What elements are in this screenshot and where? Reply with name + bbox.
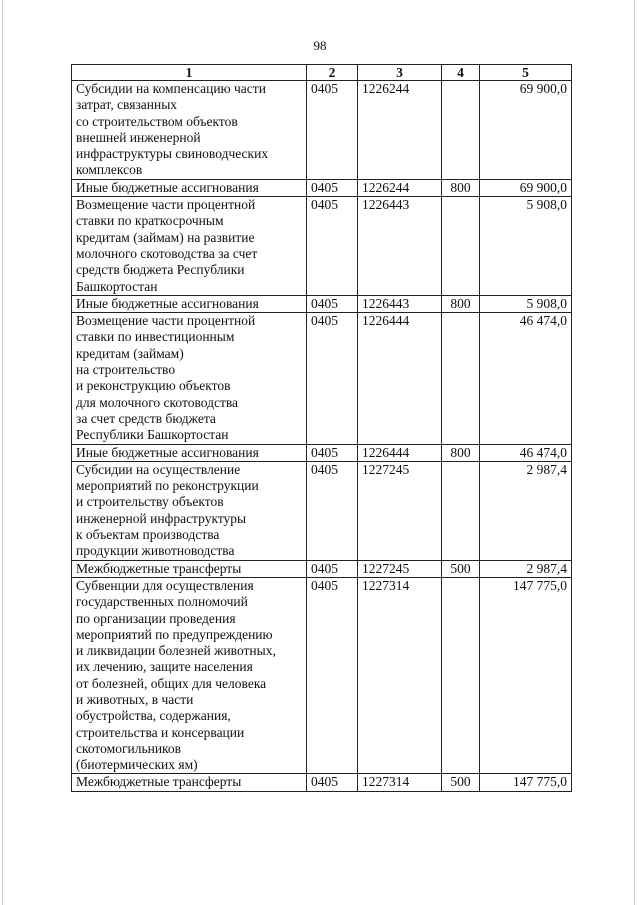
cell-section-code: 0405 [307,560,358,577]
cell-amount: 2 987,4 [480,461,572,560]
sheet-edge-right [634,0,635,905]
sheet-edge-left [2,0,3,905]
cell-target-code: 1226444 [358,313,442,444]
cell-expense-type [442,577,480,774]
cell-section-code: 0405 [307,179,358,196]
cell-amount: 46 474,0 [480,313,572,444]
cell-target-code: 1227245 [358,461,442,560]
cell-amount: 5 908,0 [480,295,572,312]
cell-section-code: 0405 [307,313,358,444]
table-row [72,444,572,461]
cell-section-code: 0405 [307,444,358,461]
column-header-1: 1 [72,65,307,81]
table-row [72,197,572,296]
cell-name: Межбюджетные трансферты [72,774,307,791]
cell-name: Иные бюджетные ассигнования [72,444,307,461]
column-header-4: 4 [442,65,480,81]
cell-amount: 147 775,0 [480,577,572,774]
cell-amount: 46 474,0 [480,444,572,461]
page-number: 98 [313,38,327,53]
cell-expense-type: 800 [442,444,480,461]
cell-expense-type: 500 [442,560,480,577]
cell-amount: 5 908,0 [480,197,572,296]
cell-amount: 147 775,0 [480,774,572,791]
cell-target-code: 1226244 [358,81,442,180]
cell-name: Субсидии на компенсацию части затрат, связанных со строительством объектов внешней инженерной инфраструктуры свиноводческих комплексов [72,81,307,180]
table-row [72,774,572,791]
budget-table [71,64,572,792]
cell-expense-type: 500 [442,774,480,791]
table-row [72,577,572,774]
cell-name: Межбюджетные трансферты [72,560,307,577]
column-header-5: 5 [480,65,572,81]
table-row [72,179,572,196]
cell-target-code: 1226244 [358,179,442,196]
cell-expense-type [442,461,480,560]
table-row [72,461,572,560]
cell-name: Иные бюджетные ассигнования [72,179,307,196]
cell-target-code: 1227314 [358,774,442,791]
cell-amount: 2 987,4 [480,560,572,577]
cell-section-code: 0405 [307,197,358,296]
column-header-2: 2 [307,65,358,81]
cell-name: Возмещение части процентной ставки по инвестиционным кредитам (займам) на строительство и реконструкцию объектов для молочного скотоводства за счет средств бюджета Республики Башкортостан [72,313,307,444]
cell-expense-type [442,197,480,296]
cell-name: Субсидии на осуществление мероприятий по реконструкции и строительству объектов инженерной инфраструктуры к объектам производства продукции животноводства [72,461,307,560]
cell-expense-type: 800 [442,295,480,312]
cell-name: Возмещение части процентной ставки по краткосрочным кредитам (займам) на развитие молочного скотоводства за счет средств бюджета Республики Башкортостан [72,197,307,296]
cell-amount: 69 900,0 [480,179,572,196]
cell-name: Иные бюджетные ассигнования [72,295,307,312]
cell-target-code: 1227314 [358,577,442,774]
cell-expense-type [442,313,480,444]
cell-name: Субвенции для осуществления государственных полномочий по организации проведения мероприятий по предупреждению и ликвидации болезней животных, их лечению, защите населения от болезней, общих для человека и животных, в части обустройства, содержания, строительства и консервации скотомогильников (биотермических ям) [72,577,307,774]
cell-section-code: 0405 [307,577,358,774]
table-row [72,81,572,180]
cell-section-code: 0405 [307,774,358,791]
cell-expense-type: 800 [442,179,480,196]
table-header-row [72,65,572,81]
table-row [72,560,572,577]
cell-target-code: 1226444 [358,444,442,461]
cell-section-code: 0405 [307,295,358,312]
table-row [72,295,572,312]
cell-target-code: 1226443 [358,295,442,312]
cell-section-code: 0405 [307,81,358,180]
cell-amount: 69 900,0 [480,81,572,180]
cell-target-code: 1226443 [358,197,442,296]
table-row [72,313,572,444]
cell-expense-type [442,81,480,180]
column-header-3: 3 [358,65,442,81]
cell-section-code: 0405 [307,461,358,560]
cell-target-code: 1227245 [358,560,442,577]
